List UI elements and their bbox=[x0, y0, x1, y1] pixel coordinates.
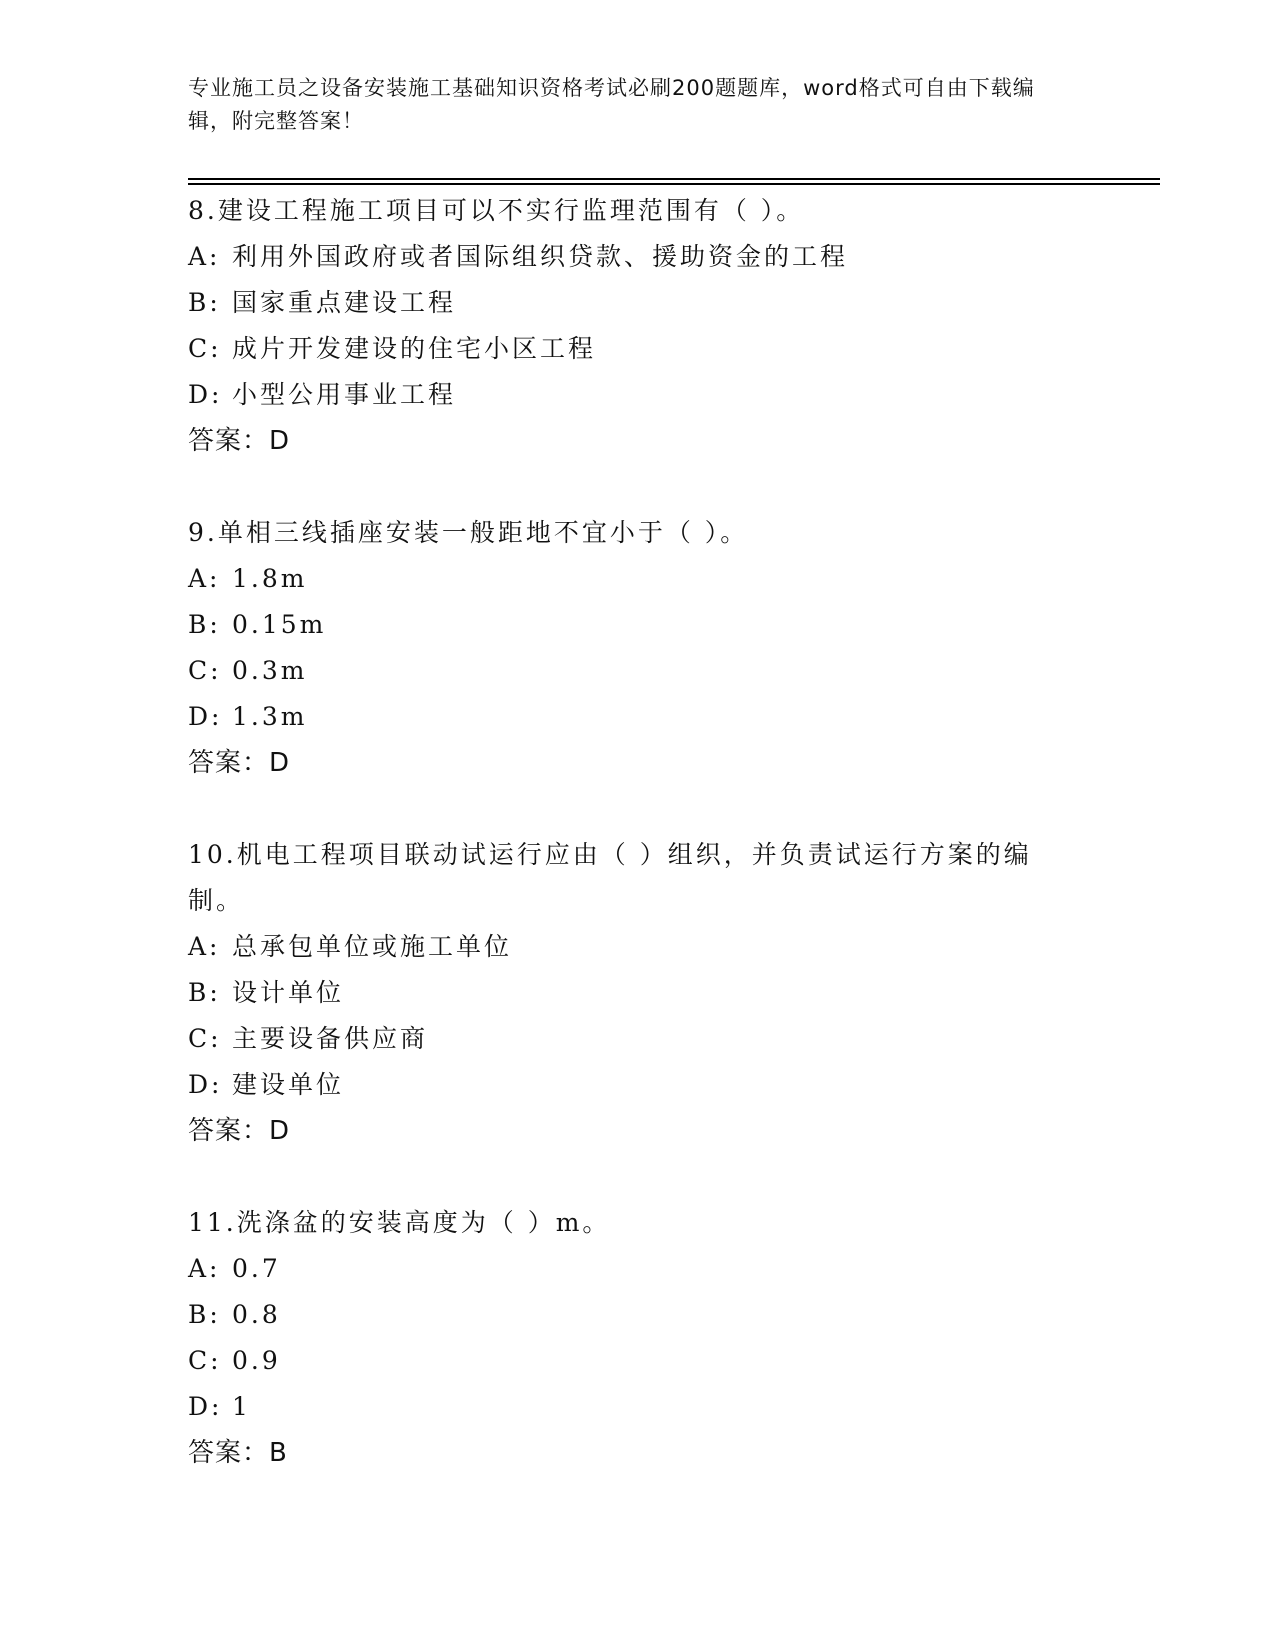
question-stem: 9.单相三线插座安装一般距地不宜小于（ ）。 bbox=[188, 518, 749, 547]
document-header: 专业施工员之设备安装施工基础知识资格考试必刷200题题库，word格式可自由下载编辑，附完整答案！ bbox=[188, 76, 1035, 133]
option-text: 国家重点建设工程 bbox=[232, 288, 457, 317]
option-key: B: bbox=[188, 978, 221, 1007]
question-item bbox=[188, 510, 1088, 786]
option-text: 1.8m bbox=[232, 564, 308, 593]
option-d bbox=[188, 1062, 1088, 1108]
option-key: D: bbox=[188, 702, 223, 731]
option-key: C: bbox=[188, 656, 222, 685]
option-text: 0.9 bbox=[232, 1346, 281, 1375]
question-item bbox=[188, 832, 1088, 1154]
option-text: 小型公用事业工程 bbox=[232, 380, 457, 409]
option-key: A: bbox=[188, 932, 221, 961]
option-text: 0.7 bbox=[232, 1254, 281, 1283]
answer-line: 答案：B bbox=[188, 1438, 288, 1468]
option-text: 0.15m bbox=[232, 610, 327, 639]
option-d bbox=[188, 372, 1088, 418]
option-text: 0.3m bbox=[232, 656, 308, 685]
option-b bbox=[188, 970, 1088, 1016]
spacer bbox=[188, 1154, 1088, 1200]
option-key: D: bbox=[188, 380, 223, 409]
option-text: 主要设备供应商 bbox=[232, 1024, 429, 1053]
option-a bbox=[188, 924, 1088, 970]
question-item bbox=[188, 188, 1088, 464]
option-key: A: bbox=[188, 564, 221, 593]
option-key: C: bbox=[188, 334, 222, 363]
option-key: B: bbox=[188, 610, 221, 639]
question-stem: 11.洗涤盆的安装高度为（ ）m。 bbox=[188, 1208, 611, 1237]
option-text: 0.8 bbox=[232, 1300, 281, 1329]
question-stem: 10.机电工程项目联动试运行应由（ ）组织，并负责试运行方案的编制。 bbox=[188, 840, 1032, 915]
option-key: D: bbox=[188, 1070, 223, 1099]
option-key: B: bbox=[188, 1300, 221, 1329]
option-text: 利用外国政府或者国际组织贷款、援助资金的工程 bbox=[232, 242, 849, 271]
option-text: 成片开发建设的住宅小区工程 bbox=[232, 334, 597, 363]
question-stem: 8.建设工程施工项目可以不实行监理范围有（ ）。 bbox=[188, 196, 805, 225]
option-b bbox=[188, 1292, 1088, 1338]
question-item bbox=[188, 1200, 1088, 1476]
option-c bbox=[188, 1016, 1088, 1062]
header-divider-top bbox=[188, 178, 1160, 180]
option-text: 1 bbox=[232, 1392, 251, 1421]
option-key: C: bbox=[188, 1024, 222, 1053]
option-text: 建设单位 bbox=[232, 1070, 345, 1099]
answer-line: 答案：D bbox=[188, 426, 291, 456]
option-text: 1.3m bbox=[232, 702, 308, 731]
option-key: C: bbox=[188, 1346, 222, 1375]
option-d bbox=[188, 1384, 1088, 1430]
option-text: 设计单位 bbox=[232, 978, 345, 1007]
option-b bbox=[188, 280, 1088, 326]
option-a bbox=[188, 234, 1088, 280]
option-b bbox=[188, 602, 1088, 648]
option-c bbox=[188, 648, 1088, 694]
answer-line: 答案：D bbox=[188, 748, 291, 778]
spacer bbox=[188, 464, 1088, 510]
option-a bbox=[188, 556, 1088, 602]
option-key: A: bbox=[188, 242, 221, 271]
option-c bbox=[188, 326, 1088, 372]
option-key: D: bbox=[188, 1392, 223, 1421]
option-c bbox=[188, 1338, 1088, 1384]
option-key: A: bbox=[188, 1254, 221, 1283]
spacer bbox=[188, 786, 1088, 832]
answer-line: 答案：D bbox=[188, 1116, 291, 1146]
question-list bbox=[188, 188, 1088, 1476]
option-a bbox=[188, 1246, 1088, 1292]
option-d bbox=[188, 694, 1088, 740]
option-text: 总承包单位或施工单位 bbox=[232, 932, 513, 961]
option-key: B: bbox=[188, 288, 221, 317]
header-divider-bottom bbox=[188, 183, 1160, 185]
